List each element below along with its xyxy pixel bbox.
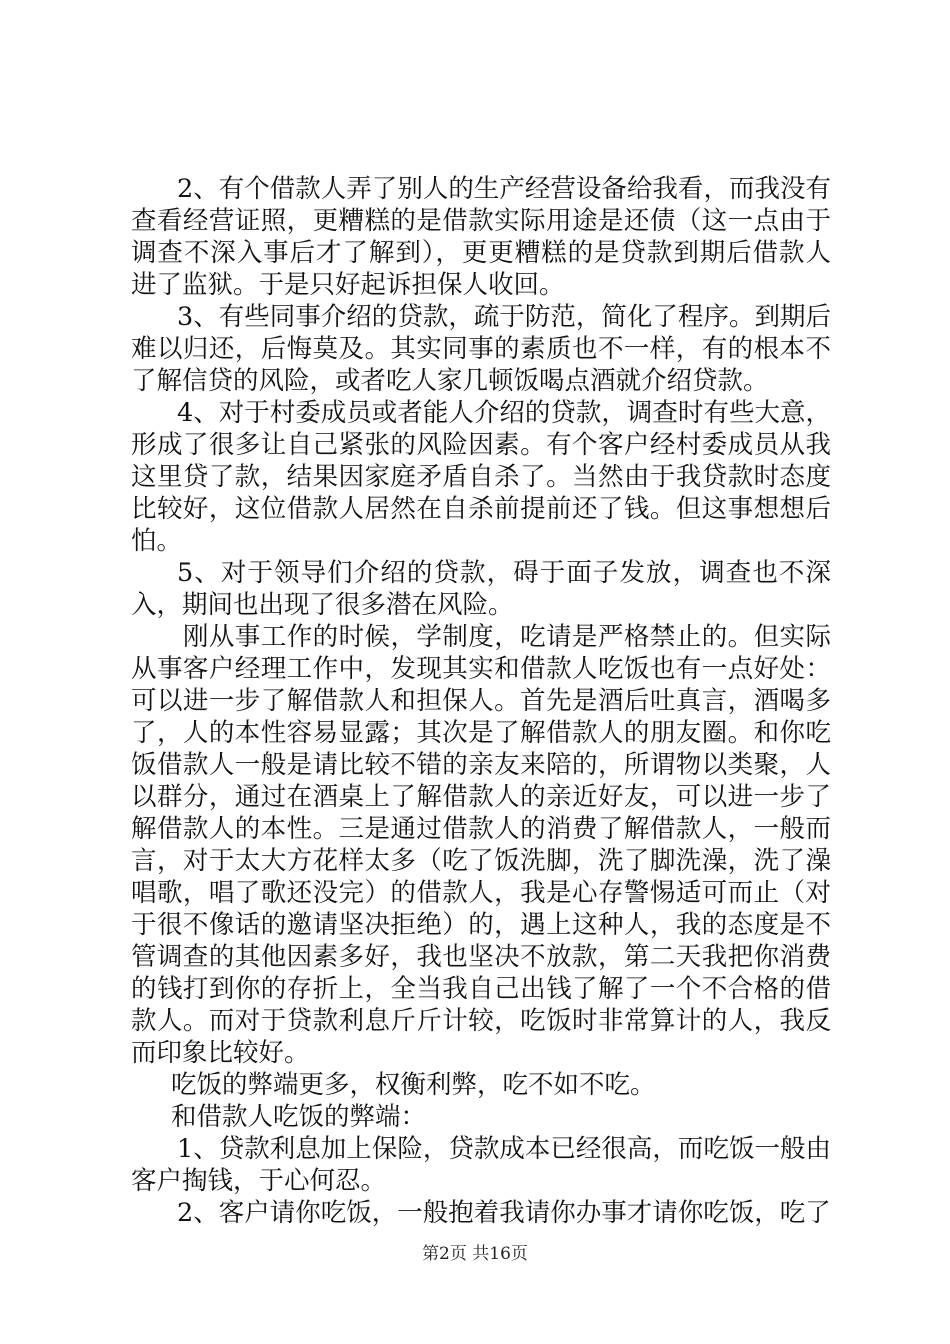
paragraph-item-2: 2、有个借款人弄了别人的生产经营设备给我看，而我没有查看经营证照，更糟糕的是借款实际用途是还债（这一点由于调查不深入事后才了解到），更更糟糕的是贷款到期后借款人进了监狱。于是只好起诉担保人收回。 [131, 174, 831, 300]
paragraph-item-5: 5、对于领导们介绍的贷款，碍于面子发放，调查也不深入，期间也出现了很多潜在风险。 [131, 558, 831, 620]
paragraph-drawback-2: 2、客户请你吃饭，一般抱着我请你办事才请你吃饭，吃了 [177, 1198, 831, 1228]
paragraph-drawback-1: 1、贷款利息加上保险，贷款成本已经很高，而吃饭一般由客户掏钱，于心何忍。 [131, 1134, 831, 1196]
paragraph-dining-conclusion: 吃饭的弊端更多，权衡利弊，吃不如不吃。 [171, 1070, 656, 1100]
paragraph-dining-benefits: 刚从事工作的时候，学制度，吃请是严格禁止的。但实际从事客户经理工作中，发现其实和借款人吃饭也有一点好处：可以进一步了解借款人和担保人。首先是酒后吐真言，酒喝多了，人的本性容易显露；其次是了解借款人的朋友圈。和你吃饭借款人一般是请比较不错的亲友来陪的，所谓物以类聚，人以群分，通过在酒桌上了解借款人的亲近好友，可以进一步了解借款人的本性。三是通过借款人的消费了解借款人，一般而言，对于太大方花样太多（吃了饭洗脚，洗了脚洗澡，洗了澡唱歌，唱了歌还没完）的借款人，我是心存警惕适可而止（对于很不像话的邀请坚决拒绝）的，遇上这种人，我的态度是不管调查的其他因素多好，我也坚决不放款，第二天我把你消费的钱打到你的存折上，全当我自己出钱了解了一个不合格的借款人。而对于贷款利息斤斤计较，吃饭时非常算计的人，我反而印象比较好。 [131, 622, 831, 1068]
paragraph-item-3: 3、有些同事介绍的贷款，疏于防范，简化了程序。到期后难以归还，后悔莫及。其实同事的素质也不一样，有的根本不了解信贷的风险，或者吃人家几顿饭喝点酒就介绍贷款。 [131, 302, 831, 396]
page-footer [0, 1243, 950, 1265]
paragraph-drawbacks-heading: 和借款人吃饭的弊端： [171, 1102, 427, 1132]
page-number: 第2页 共16页 [422, 1244, 528, 1264]
paragraph-item-4: 4、对于村委成员或者能人介绍的贷款，调查时有些大意，形成了很多让自己紧张的风险因素。有个客户经村委成员从我这里贷了款，结果因家庭矛盾自杀了。当然由于我贷款时态度比较好，这位借款人居然在自杀前提前还了钱。但这事想想后怕。 [131, 398, 831, 556]
body-text [131, 173, 831, 1229]
